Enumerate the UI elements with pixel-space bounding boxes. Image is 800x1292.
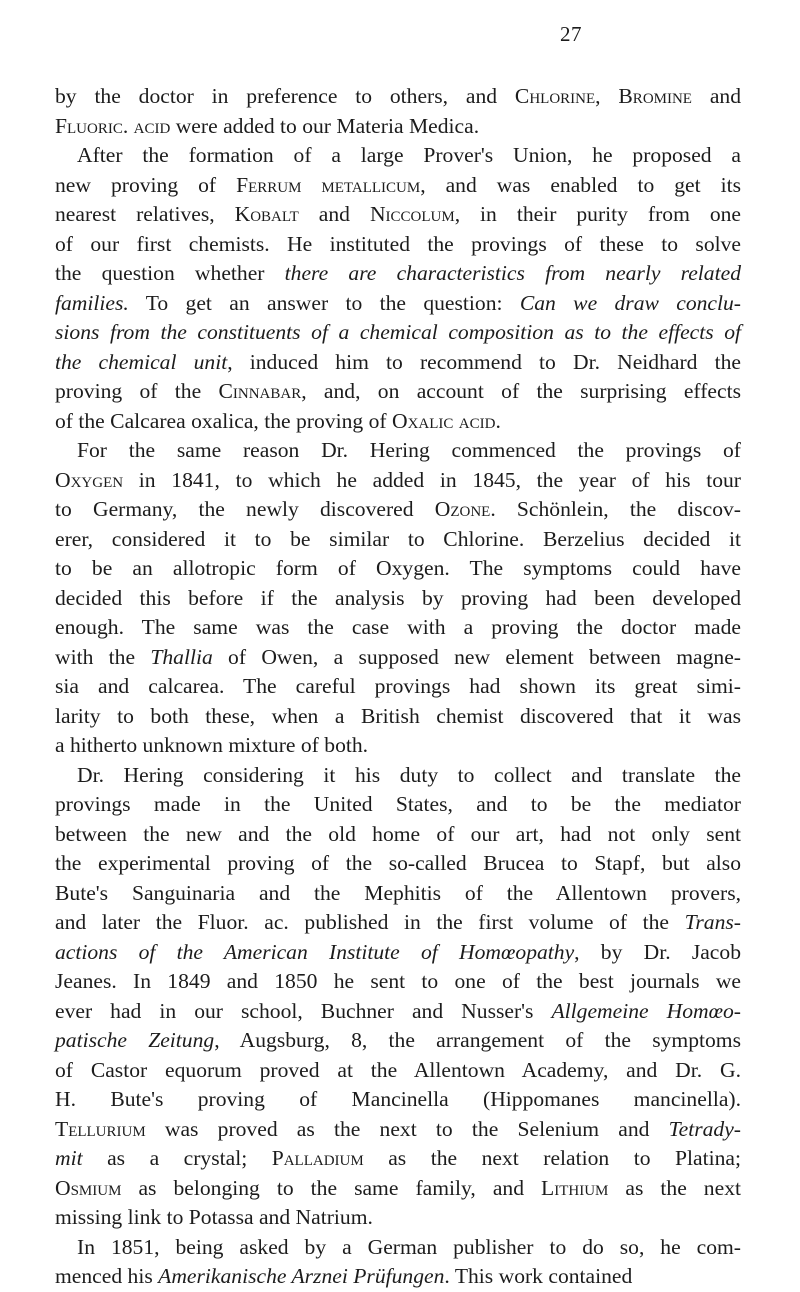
text-run: in 1841, to which he added in 1845, the year of his tour: [123, 467, 741, 492]
text-run: , induced him to recommend to Dr. Neidhard the: [227, 349, 741, 374]
text-line: [55, 1174, 741, 1204]
text-line: [55, 348, 741, 378]
text-run: erer, considered it to be similar to Chlorine. Berzelius decided it: [55, 526, 741, 551]
text-run: new proving of: [55, 172, 237, 197]
text-run: , in their purity from one: [454, 202, 741, 226]
text-run: , by Dr. Jacob: [574, 939, 741, 964]
text-line: [55, 613, 741, 643]
text-line: [55, 731, 741, 761]
small-caps-term: Palladium: [271, 1146, 364, 1170]
text-run: provings made in the United States, and to be the mediator: [55, 792, 741, 816]
text-run: as the next: [608, 1175, 741, 1200]
text-run: by the doctor in preference to others, and: [55, 84, 515, 108]
text-line: [55, 967, 741, 997]
text-run: missing link to Potassa and Natrium.: [55, 1205, 373, 1229]
text-run: were added to our Materia Medica.: [170, 113, 480, 138]
text-run: , and, on account of the surprising effects: [301, 379, 741, 403]
italic-text: Can we draw conclu-: [519, 290, 741, 315]
paragraph: [55, 1233, 741, 1292]
italic-text: actions of the American Institute of Homœopathy: [55, 939, 575, 964]
small-caps-term: Ferrum metallicum: [236, 172, 421, 197]
text-run: Dr. Hering considering it his duty to collect and translate the: [77, 762, 741, 787]
small-caps-term: Kobalt: [234, 202, 299, 226]
text-run: , Augsburg, 8, the arrangement of the symptoms: [214, 1028, 741, 1052]
text-run: between the new and the old home of our art, had not only sent: [55, 821, 741, 846]
text-run: to Germany, the newly discovered: [55, 497, 435, 521]
text-line: [55, 1262, 741, 1292]
text-line: [55, 849, 741, 879]
text-run: of our first chemists. He instituted the provings of these to solve: [55, 231, 741, 256]
italic-text: Thallia: [150, 644, 213, 669]
text-line: [55, 495, 741, 525]
paragraph: [55, 141, 741, 436]
text-line: [55, 997, 741, 1027]
text-line: [55, 230, 741, 260]
text-run: and: [691, 84, 742, 108]
text-run: menced his: [55, 1264, 159, 1288]
text-run: . Schönlein, the discov-: [490, 497, 741, 521]
text-line: [55, 879, 741, 909]
text-line: [55, 318, 741, 348]
text-line: [55, 1026, 741, 1056]
text-line: [55, 1233, 741, 1263]
text-run: of the Calcarea oxalica, the proving of: [55, 408, 392, 433]
text-run: sia and calcarea. The careful provings had shown its great simi-: [55, 674, 741, 698]
small-caps-term: Chlorine: [514, 84, 596, 108]
small-caps-term: Oxygen: [55, 467, 124, 492]
text-line: [55, 200, 741, 230]
text-line: [55, 141, 741, 171]
italic-text: patische Zeitung: [55, 1028, 215, 1052]
text-run: and later the Fluor. ac. published in the first volume of the: [55, 910, 685, 934]
small-caps-term: Osmium: [55, 1175, 122, 1200]
text-run: .: [495, 408, 501, 433]
text-run: ,: [595, 84, 619, 108]
text-line: [55, 466, 741, 496]
text-run: nearest relatives,: [55, 202, 235, 226]
text-line: [55, 289, 741, 319]
text-line: [55, 171, 741, 201]
text-run: In 1851, being asked by a German publisher to do so, he com-: [77, 1234, 741, 1259]
text-run: the experimental proving of the so-called Brucea to Stapf, but also: [55, 851, 741, 875]
text-run: enough. The same was the case with a proving the doctor made: [55, 615, 741, 639]
italic-text: sions from the constituents of a chemical composition as to the effects of: [55, 320, 741, 344]
text-line: [55, 672, 741, 702]
text-line: [55, 938, 741, 968]
paragraph: [55, 761, 741, 1233]
italic-text: mit: [55, 1146, 83, 1170]
text-run: a hitherto unknown mixture of both.: [55, 733, 369, 757]
text-run: H. Bute's proving of Mancinella (Hippomanes mancinella).: [55, 1087, 741, 1111]
text-run: to be an allotropic form of Oxygen. The symptoms could have: [55, 556, 741, 580]
small-caps-term: Lithium: [541, 1175, 609, 1200]
text-line: [55, 1085, 741, 1115]
paragraph: [55, 436, 741, 761]
text-line: [55, 584, 741, 614]
text-run: with the: [55, 644, 151, 669]
text-line: [55, 1115, 741, 1145]
italic-text: Allgemeine Homœo-: [551, 998, 741, 1023]
body-text: [55, 82, 741, 1292]
text-line: [55, 908, 741, 938]
italic-text: Amerikanische Arznei Prüfungen: [158, 1264, 445, 1288]
italic-text: Trans-: [684, 910, 741, 934]
text-line: [55, 790, 741, 820]
text-run: After the formation of a large Prover's Union, he proposed a: [77, 143, 741, 167]
small-caps-term: Bromine: [618, 84, 692, 108]
text-run: Jeanes. In 1849 and 1850 he sent to one of the best journals we: [55, 969, 741, 993]
text-line: [55, 1056, 741, 1086]
text-line: [55, 377, 741, 407]
text-line: [55, 702, 741, 732]
text-run: as belonging to the same family, and: [121, 1175, 542, 1200]
text-run: To get an answer to the question:: [128, 290, 520, 315]
text-line: [55, 554, 741, 584]
text-run: decided this before if the analysis by proving had been developed: [55, 585, 741, 610]
italic-text: the chemical unit: [55, 349, 228, 374]
text-run: and: [298, 202, 370, 226]
small-caps-term: Niccolum: [369, 202, 455, 226]
small-caps-term: Oxalic acid: [391, 408, 496, 433]
text-line: [55, 436, 741, 466]
small-caps-term: Cinnabar: [218, 379, 302, 403]
text-line: [55, 525, 741, 555]
text-line: [55, 82, 741, 112]
text-line: [55, 1203, 741, 1233]
italic-text: families.: [55, 290, 129, 315]
text-run: Bute's Sanguinaria and the Mephitis of the Allentown provers,: [55, 880, 741, 905]
paragraph: [55, 82, 741, 141]
text-line: [55, 1144, 741, 1174]
text-run: ever had in our school, Buchner and Nusser's: [55, 998, 552, 1023]
text-run: . This work contained: [444, 1264, 633, 1288]
text-run: , and was enabled to get its: [420, 172, 741, 197]
text-run: larity to both these, when a British chemist discovered that it was: [55, 703, 741, 728]
text-line: [55, 407, 741, 437]
text-line: [55, 761, 741, 791]
text-run: of Owen, a supposed new element between magne-: [212, 644, 741, 669]
text-line: [55, 112, 741, 142]
italic-text: there are characteristics from nearly related: [284, 261, 741, 285]
text-run: was proved as the next to the Selenium and: [145, 1116, 669, 1141]
text-line: [55, 820, 741, 850]
text-run: the question whether: [55, 261, 285, 285]
text-line: [55, 643, 741, 673]
text-line: [55, 259, 741, 289]
text-run: of Castor equorum proved at the Allentown Academy, and Dr. G.: [55, 1057, 741, 1082]
text-run: as the next relation to Platina;: [363, 1146, 741, 1170]
text-run: For the same reason Dr. Hering commenced the provings of: [77, 438, 741, 462]
small-caps-term: Ozone: [434, 497, 491, 521]
page-number: 27: [560, 22, 582, 46]
text-run: as a crystal;: [82, 1146, 272, 1170]
text-run: proving of the: [55, 379, 219, 403]
italic-text: Tetrady-: [668, 1116, 741, 1141]
small-caps-term: Fluoric. acid: [55, 113, 171, 138]
small-caps-term: Tellurium: [55, 1116, 146, 1141]
